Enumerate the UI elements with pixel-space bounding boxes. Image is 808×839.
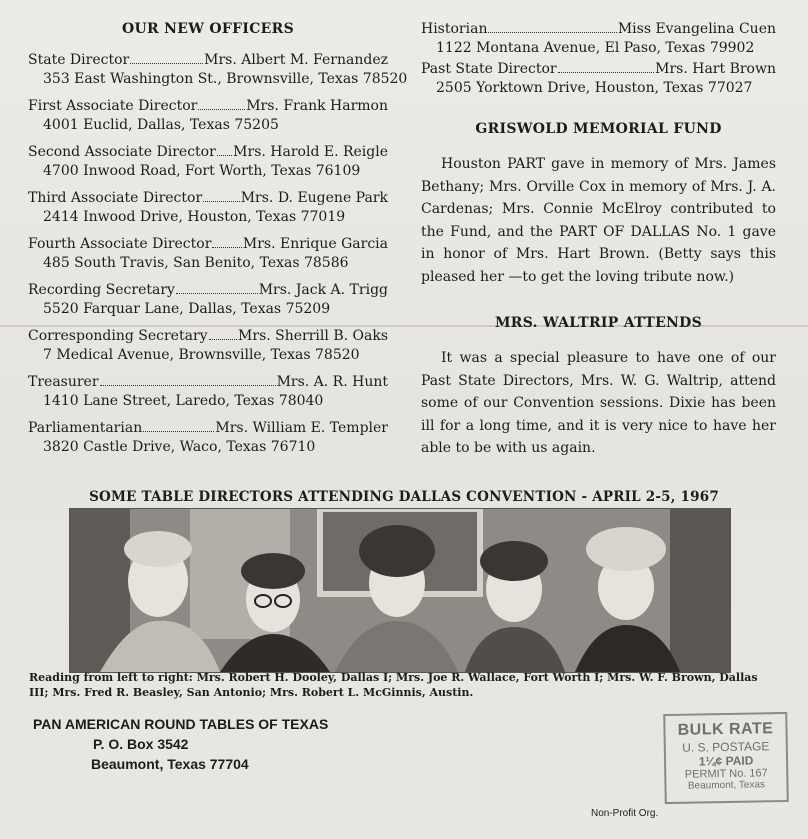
officer-name: Mrs. Harold E. Reigle (233, 144, 388, 160)
waltrip-heading: MRS. WALTRIP ATTENDS (494, 315, 703, 331)
officer-entry (28, 373, 388, 411)
officer-name: Mrs. Hart Brown (655, 61, 776, 77)
officer-title: Recording Secretary (28, 282, 175, 298)
officer-name: Mrs. Albert M. Fernandez (204, 52, 388, 68)
officer-name: Mrs. Jack A. Trigg (258, 282, 388, 298)
right-officer-list (421, 20, 776, 98)
stamp-city: Beaumont, Texas (687, 779, 766, 792)
griswold-heading: GRISWOLD MEMORIAL FUND (475, 121, 722, 137)
officer-title: Past State Director (421, 61, 557, 77)
leader-dots (212, 247, 241, 248)
officer-title: Second Associate Director (28, 144, 216, 160)
officer-title: Historian (421, 21, 488, 37)
officer-title: Parliamentarian (28, 420, 143, 436)
officer-entry (28, 189, 388, 227)
officer-address: 7 Medical Avenue, Brownsville, Texas 78520 (43, 347, 360, 363)
photo-caption: Reading from left to right: Mrs. Robert H. Dooley, Dallas I; Mrs. Joe R. Wallace, Fort Worth I; Mrs. W. F. Brown, Dallas III; Mrs. Fred R. Beasley, San Antonio; Mrs. Robert L. McGinnis, Austin. (29, 671, 758, 699)
po-box: P. O. Box 3542 (93, 736, 189, 752)
right-column (421, 20, 776, 460)
officer-title: Fourth Associate Director (28, 236, 212, 252)
officer-address: 4001 Euclid, Dallas, Texas 75205 (43, 117, 279, 133)
officer-address: 353 East Washington St., Brownsville, Texas 78520 (43, 71, 408, 87)
officer-entry (28, 235, 388, 273)
leader-dots (209, 339, 238, 340)
stamp-permit: PERMIT No. 167 (684, 767, 768, 781)
officer-title-line (28, 189, 388, 208)
officer-name: Mrs. Sherrill B. Oaks (238, 328, 388, 344)
officer-address: 4700 Inwood Road, Fort Worth, Texas 76109 (43, 163, 361, 179)
officer-name: Mrs. William E. Templer (215, 420, 388, 436)
officer-title-line (28, 143, 388, 162)
officer-title-line (421, 60, 776, 79)
officer-entry (28, 327, 388, 365)
officer-title-line (421, 20, 776, 39)
officer-address: 1122 Montana Avenue, El Paso, Texas 79902 (436, 40, 755, 56)
photo-banner: SOME TABLE DIRECTORS ATTENDING DALLAS CONVENTION - APRIL 2-5, 1967 (89, 489, 719, 505)
officer-title: First Associate Director (28, 98, 198, 114)
officer-address: 485 South Travis, San Benito, Texas 78586 (43, 255, 349, 271)
stamp-paid: 1¼¢ PAID (698, 753, 754, 769)
officer-entry (28, 419, 388, 457)
leader-dots (203, 201, 240, 202)
city-zip: Beaumont, Texas 77704 (91, 756, 249, 772)
nonprofit-label: Non-Profit Org. (591, 808, 659, 819)
officer-title-line (28, 51, 388, 70)
officer-title-line (28, 327, 388, 346)
postage-stamp (663, 712, 789, 804)
officer-name: Mrs. A. R. Hunt (276, 374, 388, 390)
leader-dots (100, 385, 276, 386)
officer-entry (421, 20, 776, 58)
leader-dots (488, 32, 616, 33)
org-name: PAN AMERICAN ROUND TABLES OF TEXAS (33, 716, 329, 732)
officer-title-line (28, 97, 388, 116)
leader-dots (217, 155, 232, 156)
officer-name: Mrs. D. Eugene Park (240, 190, 388, 206)
group-photo-image (70, 509, 730, 672)
leader-dots (176, 293, 258, 294)
officer-name: Mrs. Enrique Garcia (242, 236, 388, 252)
leader-dots (130, 63, 203, 64)
officer-entry (28, 97, 388, 135)
officer-entry (28, 143, 388, 181)
officer-title-line (28, 419, 388, 438)
officer-entry (28, 281, 388, 319)
officer-title: Treasurer (28, 374, 99, 390)
stamp-postage: U. S. POSTAGE (682, 739, 770, 755)
stamp-bulk-rate: BULK RATE (677, 720, 774, 739)
leader-dots (558, 72, 655, 73)
officer-title-line (28, 373, 388, 392)
officer-title-line (28, 281, 388, 300)
officer-title: Third Associate Director (28, 190, 203, 206)
officer-entry (28, 51, 408, 89)
officer-title: Corresponding Secretary (28, 328, 208, 344)
waltrip-text: It was a special pleasure to have one of our Past State Directors, Mrs. W. G. Waltrip, attend some of our Convention sessions. Dixie has been ill for a long time, and it is very nice to have her able to be with us again. (421, 350, 776, 456)
officers-heading: OUR NEW OFFICERS (122, 21, 294, 37)
officer-address: 5520 Farquar Lane, Dallas, Texas 75209 (43, 301, 331, 317)
griswold-text: Houston PART gave in memory of Mrs. James Bethany; Mrs. Orville Cox in memory of Mrs. J. A. Cardenas; Mrs. Connie McElroy contributed to the Fund, and the PART OF DALLAS No. 1 gave in honor of Mrs. Hart Brown. (Betty says this pleased her —to get the loving tribute now.) (421, 156, 776, 285)
officers-column (28, 20, 408, 465)
officer-address: 2505 Yorktown Drive, Houston, Texas 77027 (436, 80, 753, 96)
officer-title: State Director (28, 52, 130, 68)
officer-address: 1410 Lane Street, Laredo, Texas 78040 (43, 393, 324, 409)
officer-list (28, 51, 408, 457)
group-photo (69, 508, 731, 673)
leader-dots (143, 431, 214, 432)
officer-address: 3820 Castle Drive, Waco, Texas 76710 (43, 439, 316, 455)
officer-name: Miss Evangelina Cuen (617, 21, 776, 37)
leader-dots (198, 109, 245, 110)
officer-address: 2414 Inwood Drive, Houston, Texas 77019 (43, 209, 346, 225)
officer-name: Mrs. Frank Harmon (246, 98, 388, 114)
officer-entry (421, 60, 776, 98)
officer-title-line (28, 235, 388, 254)
mailing-address (33, 714, 328, 774)
